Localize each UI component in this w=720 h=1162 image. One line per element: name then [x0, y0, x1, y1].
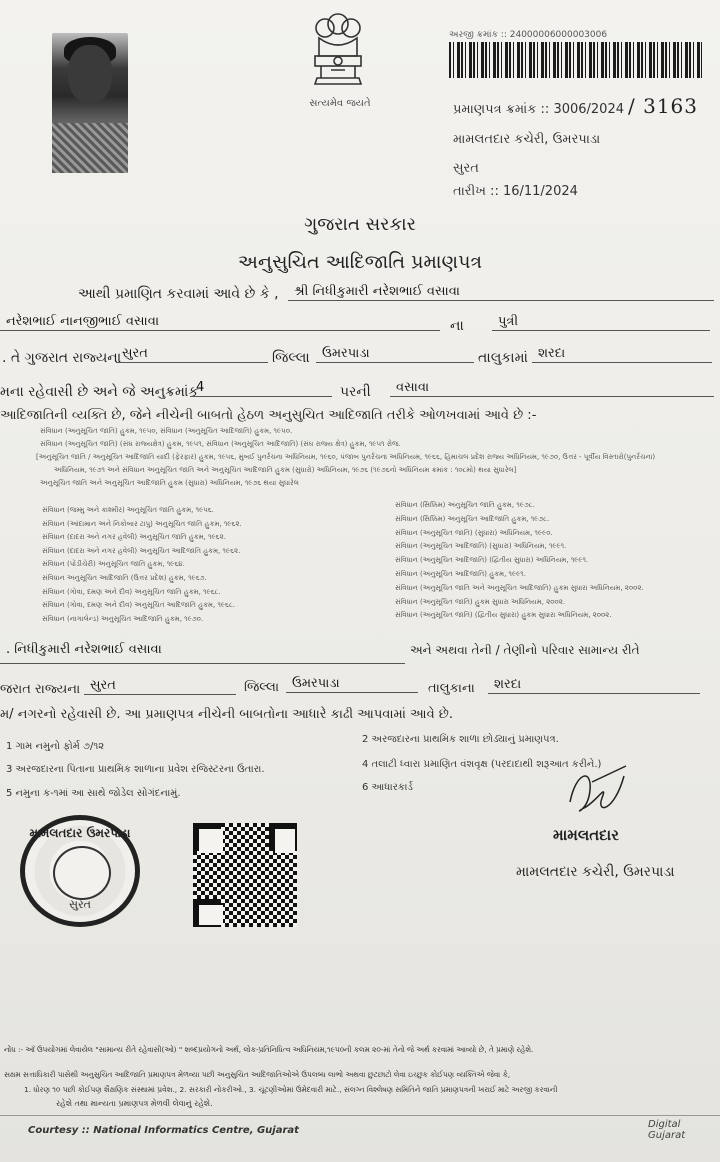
order-line: સંવિધાન (અનુસૂચિત જાતિ) હુકમ, ૧૯૫૦, સંવિધાન (અનુસૂચિત આદિજાતિ) હુકમ, ૧૯૫૦. [40, 427, 293, 435]
parent-name: નરેશભાઈ નાનજીભાઈ વસાવા [0, 314, 440, 331]
tribe-value: વસાવા [390, 380, 714, 397]
barcode [449, 42, 702, 78]
order-line: [અનુસૂચિત જાતિ / અનુસૂચિત આદિજાતિ યાદી (ફેરફાર) હુકમ, ૧૯૫૬, મુંબઈ પુનર્રચના અધિનિયમ, ૧૯૬૦, પંજાબ પુનર્રચના અધિનિયમ, ૧૯૬૬, હિમાચલ પ્રદેશ રાજ્ય અધિનિયમ, ૧૯૭૦, ઉત્તર - પૂર્વીય વિસ્તારો(પુનર્રચના) [36, 453, 656, 461]
footer-courtesy: Courtesy :: National Informatics Centre, Gujarat [28, 1125, 299, 1136]
emblem-motto: સત્યમેવ જયતે [309, 98, 371, 109]
signatory-title: મામલતદાર [553, 826, 619, 844]
order-line: સંવિધાન (જમ્મુ અને કાશ્મીર) અનુસૂચિત જાતિ હુકમ, ૧૯૫૬. [42, 506, 214, 514]
document-item: 6 આધારકાર્ડ [362, 782, 413, 793]
basis-statement: મ/ નગરનો રહેવાસી છે. આ પ્રમાણપત્ર નીચેની બાબતોના આધારે કાઢી આપવામાં આવે છે. [0, 707, 453, 722]
official-seal [20, 815, 140, 927]
taluka-value-2: ઉમરપાડા [286, 676, 418, 693]
serial-number: 4 [190, 380, 332, 397]
tribe-statement: આદિજાતિની વ્યક્તિ છે, જેને નીચેની બાબતો હેઠળ અનુસુચિત આદિજાતિ તરીકે ઓળખવામાં આવે છે :- [0, 408, 537, 423]
order-line: સંવિધાન (ગોવા, દમણ અને દીવ) અનુસૂચિત આદિજાતિ હુકમ, ૧૯૬૮. [42, 601, 236, 610]
state-prefix-2: જરાત રાજ્યના [0, 682, 81, 697]
applicant-name-repeat: . નિધીકુમારી નરેશભાઈ વસાવા [6, 642, 162, 657]
village-value-2: શરદા [488, 677, 700, 694]
state-prefix: . તે ગુજરાત રાજ્યના [2, 350, 122, 366]
issuing-district: સુરત [453, 161, 479, 176]
order-line: અધિનિયમ, ૧૯૭૧ અને સંવિધાન અનુસૂચિત જાતિ અને અનુસૂચિત આદિજાતિ હુકમ (સુધારો) અધિનિયમ, ૧૯૭૬ (૧૯૭૬નો અધિનિયમ ક્રમાંક : ૧૦૮મો) થયા સુધારેલ] [54, 466, 517, 474]
order-line: સંવિધાન (ગોવા, દમણ અને દીવ) અનુસૂચિત જાતિ હુકમ, ૧૯૬૮. [42, 587, 221, 596]
note-line: સક્ષમ સત્તાધિકારી પાસેથી અનુસુચિત આદિજાતિ પ્રમાણપત્ર મેળવ્યા પછી અનુસુચિત આદિજાતિઓએ ઉપલબ્ધ લાભો અથવા છુટછાટો લેવા ઇચ્છુક કોઈપણ વ્યક્તિએ જેવા કે, [4, 1070, 511, 1079]
order-line: સંવિધાન (દાદરા અને નગર હવેલી) અનુસૂચિત આદિજાતિ હુકમ, ૧૯૬૨. [42, 546, 241, 555]
order-line: સંવિધાન (અનુસૂચિત આદિજાતિ) હુકમ, ૧૯૯૧. [395, 569, 526, 578]
order-line: સંવિધાન (નાગાલેન્ડ) અનુસૂચિત આદિજાતિ હુકમ, ૧૯૭૦. [42, 614, 204, 623]
order-line: સંવિધાન (પોંડીચેરી) અનુસૂચિત જાતિ હુકમ, ૧૯૬૪. [42, 560, 185, 569]
footer-digital-gujarat: Digital Gujarat [648, 1119, 686, 1141]
orders-right [395, 501, 644, 625]
signatory-office: મામલતદાર કચેરી, ઉમરપાડા [516, 864, 675, 880]
order-line: અનુસૂચિત જાતિ અને અનુસૂચિત આદિજાતિ હુકમ (સુધારા) અધિનિયમ, ૧૯૭૬ થયા સુધારેલ [40, 479, 299, 487]
serial-suffix: પરની [340, 384, 371, 400]
district-label: જિલ્લા [272, 350, 310, 366]
note-line: 1. ધોરણ ૧૦ પછી કોઈપણ શૈક્ષણિક સંસ્થામાં પ્રવેશ., 2. સરકારી નોકરીઓ., 3. ચૂંટણીઓમાં ઉમેદવારી માટે., સંલગ્ન વિશ્લેષણ સમિતિને જાતિ પ્રમાણપત્રની ખરાઈ માટે અરજી કરવાની [24, 1085, 558, 1094]
document-item: 2 અરજદારના પ્રાથમિક શાળા છોડ્યાનું પ્રમાણપત્ર. [362, 734, 559, 745]
seal-bottom-text: સુરત [69, 898, 91, 911]
certify-prefix: આથી પ્રમાણિત કરવામાં આવે છે કે , [78, 286, 279, 302]
applicant-photo [52, 33, 128, 173]
taluka-value: ઉમરપાડા [316, 346, 474, 363]
handwritten-number: / 3163 [628, 94, 698, 118]
orders-left [42, 506, 242, 628]
district-value: સુરત [116, 346, 268, 363]
order-line: સંવિધાન (સિક્કિમ) અનુસૂચિત આદિજાતિ હુકમ, ૧૯૭૮. [395, 514, 550, 523]
resident-prefix: મના રહેવાસી છે અને જે અનુક્રમાંક [0, 384, 199, 400]
district-label-2: જિલ્લા [244, 680, 280, 695]
emblem-icon [53, 846, 111, 900]
taluka-label-2: તાલુકાના [428, 681, 475, 696]
order-line: સંવિધાન (આંદામાન અને નિકોબાર ટાપુ) અનુસૂચિત જાતિ હુકમ, ૧૯૬૨. [42, 519, 242, 528]
note-line: નોંધ :- આઁ ઉપયોગમાં લેવાયેલ "સામાન્ય રીતે રહેવાસી(ઓ) " શબ્દપ્રયોગનો અર્થ, લોક-પ્રતિનિધિત્વ અધિનિયમ,૧૯૫૦ની કલમ ૨૦-માં તેનો જે અર્થ કરવામાં આવ્યો છે, તે પ્રમાણે રહેશે. [4, 1045, 534, 1054]
taluka-label: તાલુકામાં [478, 350, 528, 366]
application-number: અરજી ક્રમાંક :: 24000006000003006 [449, 30, 608, 40]
order-line: સંવિધાન (અનુસૂચિત જાતિ) (દ્વિતીય સુધારા) હુકમ સુધારા અધિનિયમ, ૨૦૦૨. [395, 611, 612, 620]
village-value: શરદા [532, 346, 712, 363]
order-line: સંવિધાન અનુસૂચિત આદિજાતિ (ઉત્તર પ્રદેશ) હુકમ, ૧૯૬૭. [42, 573, 207, 582]
document-item: 5 નમુના ક-૧માં આ સાથે જોડેલ સોગંદનામું. [6, 788, 181, 799]
document-item: 1 ગામ નમુનો ફોર્મ ૭/૧૨ [6, 741, 105, 752]
name-underline [0, 663, 405, 664]
certificate-number: પ્રમાણપત્ર ક્રમાંક :: 3006/2024 [453, 102, 624, 117]
order-line: સંવિધાન (અનુસૂચિત જાતિ) (સુધારા) અધિનિયમ, ૧૯૯૦. [395, 528, 553, 537]
certificate-title: અનુસુચિત આદિજાતિ પ્રમાણપત્ર [237, 251, 483, 273]
note-line: રહેશે તથા માન્યતા પ્રમાણપત્ર મેળવી લેવાનું રહેશે. [56, 1099, 213, 1108]
district-value-2: સુરત [84, 678, 236, 695]
order-line: સંવિધાન (દાદરા અને નગર હવેલી) અનુસૂચિત જાતિ હુકમ, ૧૯૬૨. [42, 533, 226, 542]
document-item: 4 તલાટી ધ્વારા પ્રમાણિત વંશવૃક્ષ (પરદાદાથી શરૂઆત કરીને.) [362, 759, 602, 770]
government-title: ગુજરાત સરકાર [304, 214, 416, 235]
relation-value: પુત્રી [492, 314, 710, 331]
order-line: સંવિધાન (સિક્કિમ) અનુસૂચિત જાતિ હુકમ, ૧૯૭૮. [395, 501, 535, 509]
orders-top [36, 427, 656, 488]
order-line: સંવિધાન (અનુસૂચિત જાતિ) (સંઘ રાજ્યક્ષેત્ર) હુકમ, ૧૯૫૧, સંવિધાન (અનુસૂચિત આદિજાતિ) (સંઘ રાજ્ય ક્ષેત્ર) હુકમ, ૧૯૫૧ રોજ. [40, 440, 401, 448]
national-emblem-icon [305, 12, 371, 92]
issue-date: તારીખ :: 16/11/2024 [453, 184, 578, 199]
signature-scribble [562, 762, 632, 818]
qr-code [193, 823, 297, 927]
seal-top-text: મામલતદાર ઉમરપાડા [29, 826, 131, 840]
issuing-office: મામલતદાર કચેરી, ઉમરપાડા [453, 132, 601, 147]
order-line: સંવિધાન (અનુસૂચિત આદિજાતિ) (સુધારા) અધિનિયમ, ૧૯૯૧. [395, 542, 567, 551]
relation-label: ના [450, 318, 464, 334]
order-line: સંવિધાન (અનુસૂચિત આદિજાતિ) (દ્વિતીય સુધારા) અધિનિયમ, ૧૯૯૧. [395, 556, 589, 565]
order-line: સંવિધાન (અનુસૂચિત જાતિ અને અનુસૂચિત આદિજાતિ) હુકમ સુધારા અધિનિયમ, ૨૦૦૨. [395, 583, 644, 592]
document-item: 3 અરજદારના પિતાના પ્રાથમિક શાળાના પ્રવેશ રજિસ્ટરના ઉતારા. [6, 764, 265, 775]
family-statement: અને અથવા તેની / તેણીનો પરિવાર સામાન્ય રીતે [410, 643, 640, 657]
applicant-name: શ્રી નિધીકુમારી નરેશભાઈ વસાવા [288, 284, 714, 301]
order-line: સંવિધાન (અનુસૂચિત જાતિ) હુકમ સુધારા અધિનિયમ, ૨૦૦૨. [395, 597, 566, 606]
